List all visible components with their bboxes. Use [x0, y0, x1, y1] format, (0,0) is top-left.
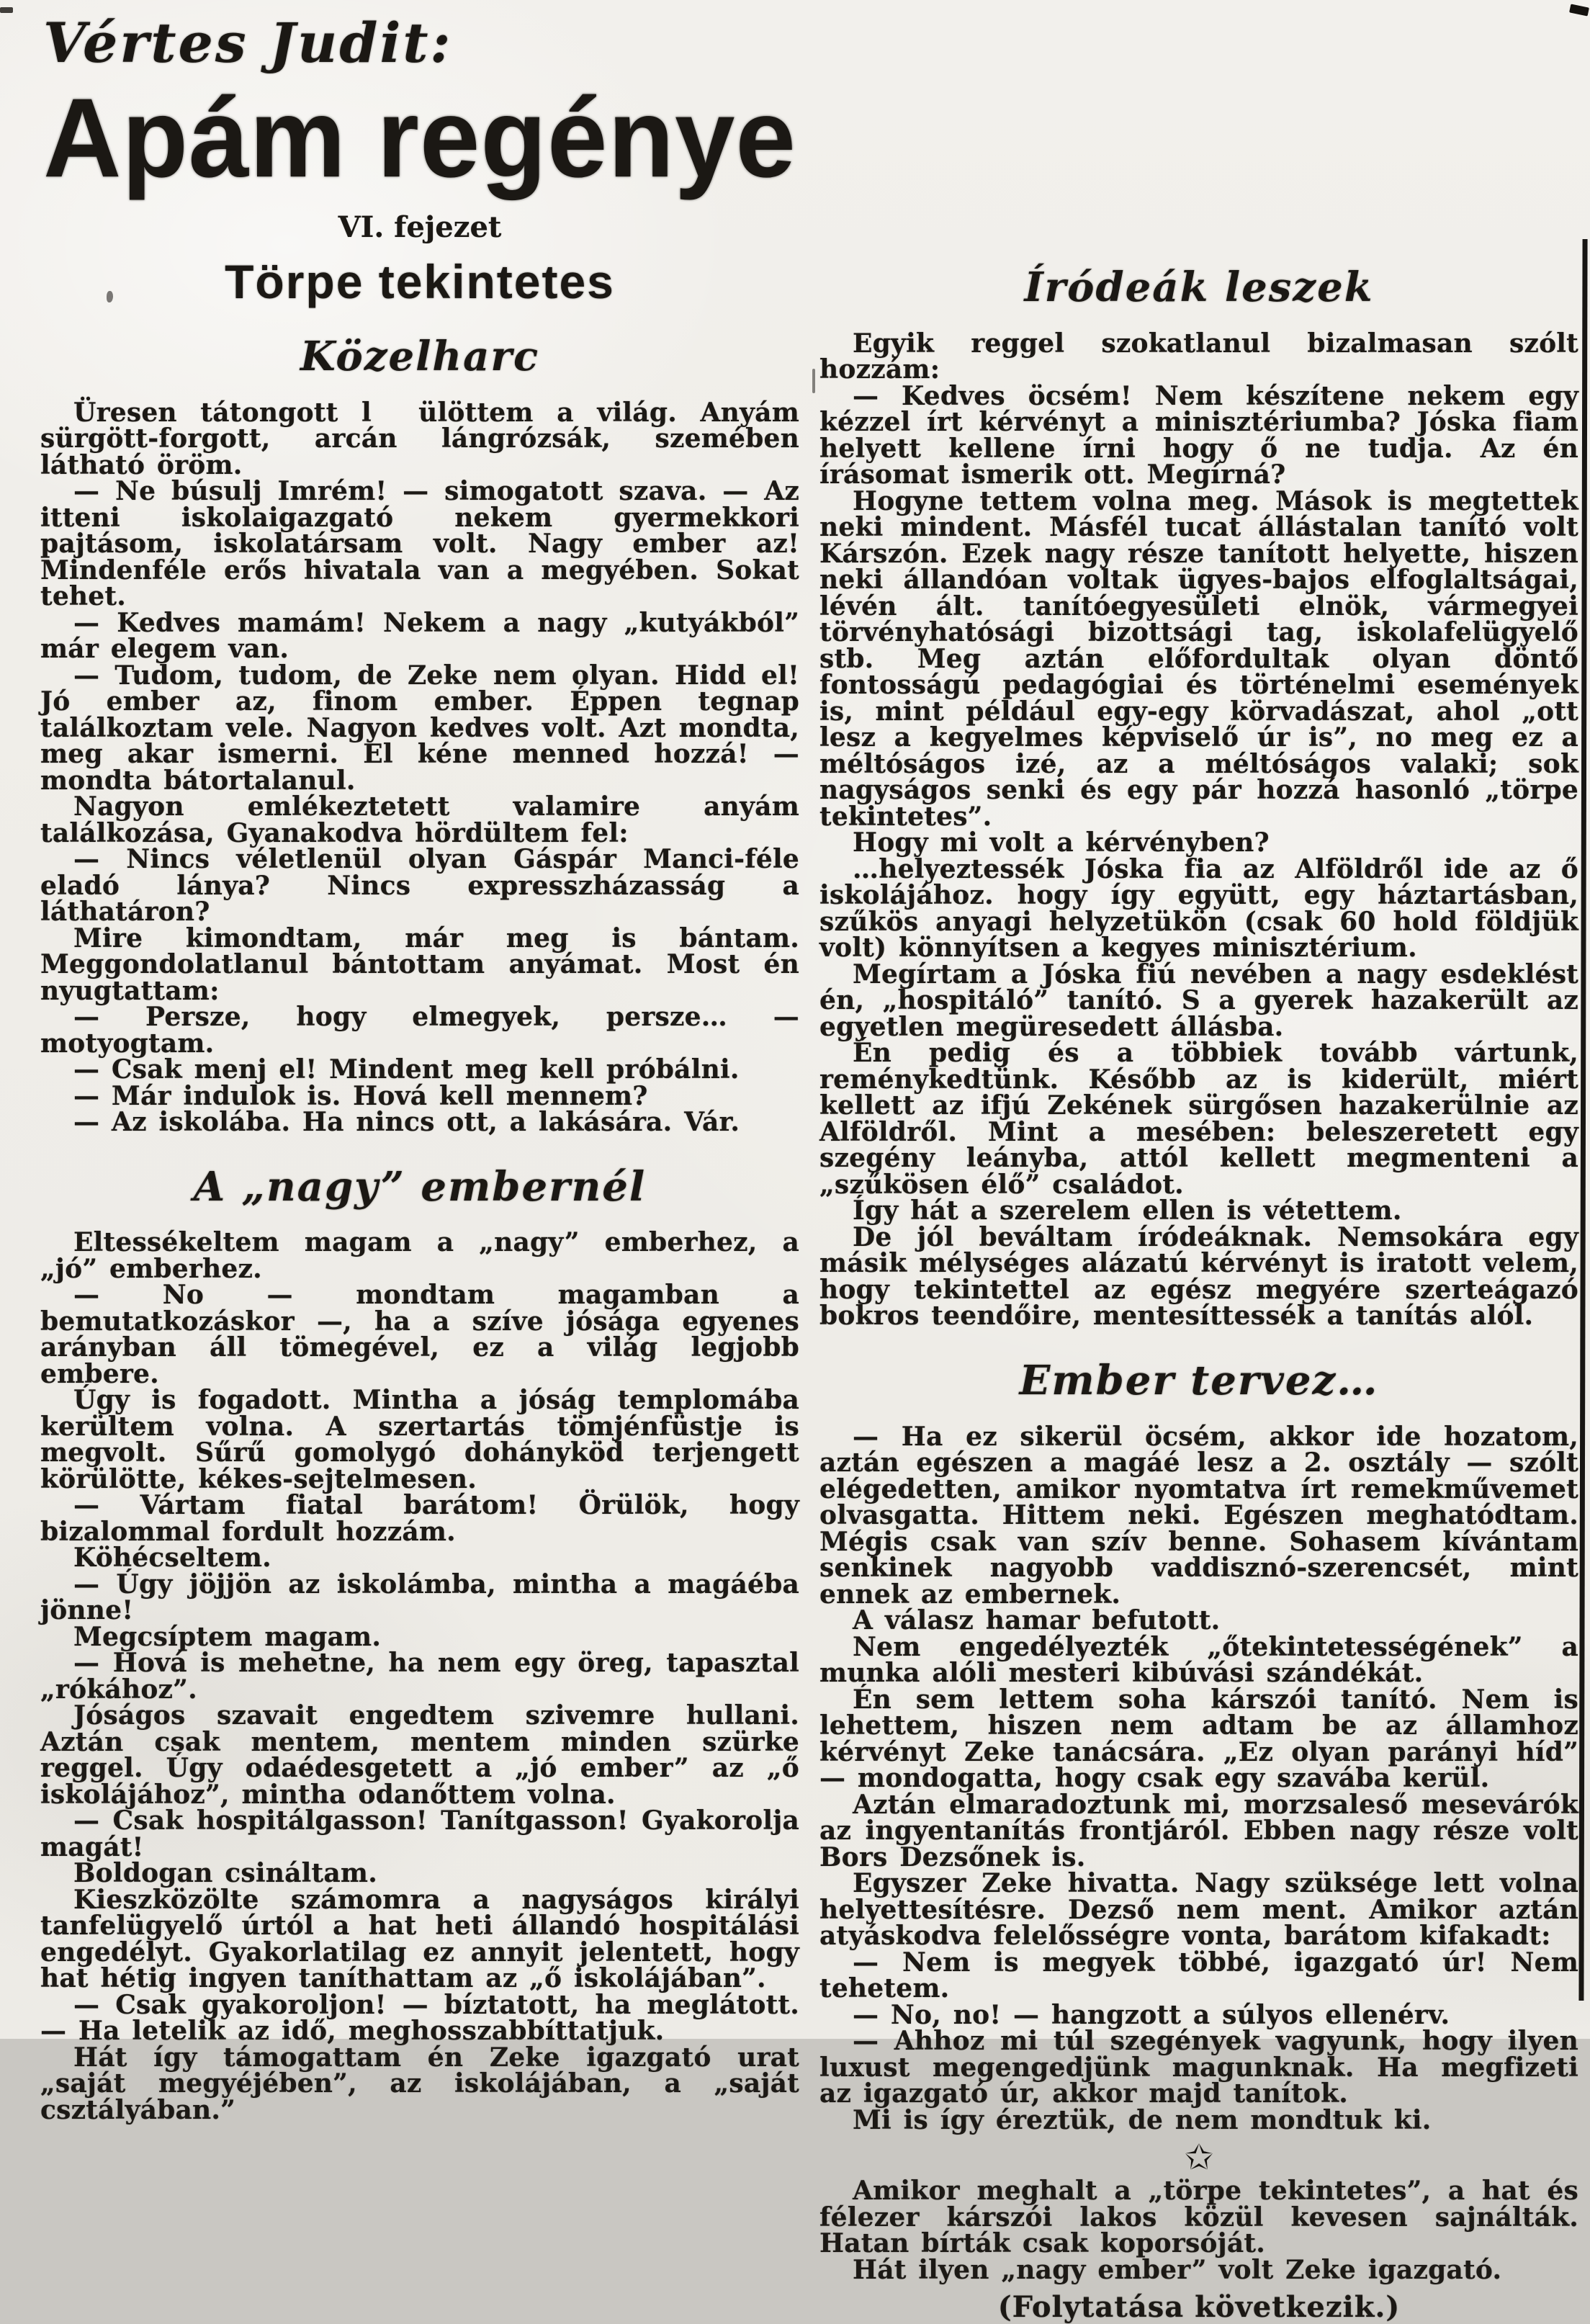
paragraph: — Az iskolába. Ha nincs ott, a lakására. Vár.	[73, 1107, 740, 1138]
paragraph: — No — mondtam magamban a bemutatkozáskor —, ha a szíve jósága egyenes arányban áll tömegével, ez a világ legjobb embere.	[40, 1280, 799, 1389]
chapter-number: VI. fejezet	[338, 210, 502, 244]
paragraph: — Úgy jöjjön az iskolámba, mintha a magáéba jönne!	[40, 1569, 799, 1626]
paragraph: Üresen tátongott l ülöttem a világ. Anyám sürgött-forgott, arcán lángrózsák, szemében látható öröm.	[40, 397, 799, 480]
paragraph: De jól beváltam íródeáknak. Nemsokára egy másik mélységes alázatú kérvényt is iratott velem, hogy tekintettel az egész megyére szerteágazó bokros teendőire, mentesíttessék a tanítás alól.	[819, 1221, 1578, 1332]
paragraph: — Csak gyakoroljon! — bíztatott, ha meglátott. — Ha letelik az idő, meghosszabbíttatjuk.	[40, 1989, 799, 2047]
paragraph: Eltessékeltem magam a „nagy” emberhez, a „jó” emberhez.	[40, 1227, 799, 1284]
article-header	[40, 11, 799, 308]
paragraph: Mi is így éreztük, de nem mondtuk ki.	[853, 2104, 1432, 2135]
paragraph: — No, no! — hangzott a súlyos ellenérv.	[853, 1999, 1450, 2030]
paragraph: — Ne búsulj Imrém! — simogatott szava. — Az itteni iskolaigazgató nekem gyermekkori pajtásom, iskolatársam volt. Nagy ember az! Mindenféle erős hivatala van a megyében. Sokat tehet.	[40, 476, 799, 612]
paragraph: Hogyne tettem volna meg. Mások is megtettek neki mindent. Másfél tucat állástalan tanító volt Kárszón. Ezek nagy része tanított helyette, hiszen neki állandóan voltak ügyes-bajos elfoglaltságai, lévén ált. tanítóegyesületi elnök, vármegyei törvényhatósági bizottsági tag, iskolafelügyelő stb. Meg aztán előfordultak olyan döntő fontosságú pedagógiai és történelmi események is, mint például egy-egy körvadászat, ahol „ott lesz a kegyelmes képviselő úr is”, no meg ez a méltóságos izé, az a méltóságos valaki; sok nagyságos senki és egy pár hozzá hasonló „törpe tekintetes”.	[819, 485, 1578, 832]
author-byline: Vértes Judit:	[43, 11, 453, 75]
paragraph: — Hová is mehetne, ha nem egy öreg, tapasztal „rókához”.	[40, 1648, 799, 1705]
section-heading: Ember tervez…	[1019, 1356, 1379, 1404]
scan-artifact	[812, 369, 815, 393]
paragraph: …helyeztessék Jóska fia az Alföldről ide az ő iskolájához. hogy így együtt, egy háztartásban, szűkös anyagi helyzetükön (csak 60 hold földjük volt) könnyítsen a kegyes minisztérium.	[819, 853, 1578, 964]
paragraph: Hát így támogattam én Zeke igazgató urat „saját megyéjében”, az iskolájában, a „saját csztályában.”	[40, 2042, 799, 2125]
paragraph: — Már indulok is. Hová kell mennem?	[73, 1080, 648, 1111]
paragraph: Úgy is fogadott. Mintha a jóság templomába kerültem volna. A szertartás tömjénfüstje is megvolt. Sűrű gomolygó dohányköd terjengett körülötte, kékes-sejtelmesen.	[40, 1385, 799, 1494]
paragraph: A válasz hamar befutott.	[853, 1605, 1221, 1636]
paragraph: Hát ilyen „nagy ember” volt Zeke igazgató.	[853, 2254, 1502, 2285]
paragraph: Mire kimondtam, már meg is bántam. Meggondolatlanul bántottam anyámat. Most én nyugtattam:	[40, 923, 799, 1006]
paragraph: — Persze, hogy elmegyek, persze… — motyogtam.	[40, 1002, 799, 1059]
paragraph: — Csak menj el! Mindent meg kell próbálni.	[73, 1054, 740, 1085]
star-divider-icon: ✩	[1184, 2137, 1214, 2179]
paragraph: Köhécseltem.	[73, 1543, 271, 1574]
chapter-title: Törpe tekintetes	[225, 254, 615, 308]
paragraph: Egyszer Zeke hivatta. Nagy szüksége lett volna helyettesítésre. Dezső nem ment. Amikor aztán atyáskodva felelősségre vonta, barátom kifakadt:	[819, 1868, 1578, 1952]
section-kozelharc	[40, 332, 799, 1138]
paragraph: Jóságos szavait engedtem szivemre hullani. Aztán csak mentem, mentem minden szürke reggel. Úgy odaédesgetett a „jó ember” az „ő iskolájához”, mintha odanőttem volna.	[40, 1700, 799, 1810]
section-heading: Közelharc	[300, 332, 540, 380]
paragraph: Én pedig és a többiek tovább vártunk, reménykedtünk. Később az is kiderült, miért kellett az ifjú Zekének sürgősen hazakerülnie az Alföldről. Mint a mesében: beleszeretett egy szegény leányba, attól kellett megmenteni a „szűkösen élő” családot.	[819, 1038, 1578, 1200]
paragraph: Nagyon emlékeztetett valamire anyám találkozása, Gyanakodva hördültem fel:	[40, 791, 799, 848]
paragraph: Nem engedélyezték „őtekintetességének” a munka alóli mesteri kibúvási szándékát.	[819, 1631, 1578, 1689]
paragraph: — Nincs véletlenül olyan Gáspár Manci-féle eladó lánya? Nincs expresszházasság a láthatáron?	[40, 844, 799, 928]
section-ember-tervez	[819, 1356, 1578, 2285]
left-column	[40, 11, 799, 2125]
paragraph: — Kedves öcsém! Nem készítene nekem egy kézzel írt kérvényt a minisztériumba? Jóska fiam helyett kellene írni hogy ő ne tudja. Az én írásomat ismerik ott. Megírná?	[819, 380, 1578, 490]
paragraph: — Ha ez sikerül öcsém, akkor ide hozatom, aztán egészen a magáé lesz a 2. osztály — szólt elégedetten, amikor nyomtatva írt remekművemet olvasgatta. Hittem neki. Egészen meghatódtam. Mégis csak van szív benne. Sohasem kívántam senkinek nagyobb vaddisznó-szerencsét, mint ennek az embernek.	[819, 1421, 1578, 1610]
paragraph: Boldogan csináltam.	[73, 1858, 377, 1889]
paragraph: — Nem is megyek többé, igazgató úr! Nem tehetem.	[819, 1947, 1578, 2004]
paragraph: — Ahhoz mi túl szegények vagyunk, hogy ilyen luxust megengedjünk magunknak. Ha megfizeti az igazgató úr, akkor majd tanítok.	[819, 2026, 1578, 2109]
paragraph: — Tudom, tudom, de Zeke nem olyan. Hidd el! Jó ember az, finom ember. Éppen tegnap találkoztam vele. Nagyon kedves volt. Azt mondta, meg akar ismerni. El kéne menned hozzá! — mondta bátortalanul.	[40, 660, 799, 796]
paragraph: Hogy mi volt a kérvényben?	[853, 827, 1270, 858]
section-heading: A „nagy” embernél	[193, 1162, 647, 1211]
paragraph: Kieszközölte számomra a nagyságos királyi tanfelügyelő úrtól a hat heti állandó hospitálási engedélyt. Gyakorlatilag ez annyit jelentett, hogy hat hétig ingyen taníthattam az „ő iskolájában”.	[40, 1884, 799, 1994]
paragraph: Megcsíptem magam.	[73, 1621, 382, 1652]
paragraph: Így hát a szerelem ellen is vétettem.	[853, 1195, 1402, 1226]
section-heading: Íródeák leszek	[1024, 264, 1374, 311]
section-irodeak-leszek	[819, 264, 1578, 1332]
scan-artifact	[1569, 4, 1589, 16]
paragraph: — Csak hospitálgasson! Tanítgasson! Gyakorolja magát!	[40, 1805, 799, 1862]
paragraph: — Kedves mamám! Nekem a nagy „kutyákból” már elegem van.	[40, 607, 799, 665]
article-title: Apám regénye	[43, 74, 796, 201]
column-rule	[1578, 239, 1587, 2001]
paragraph: Aztán elmaradoztunk mi, morzsaleső mesevárók az ingyentanítás frontjáról. Ebben nagy része volt Bors Dezsőnek is.	[819, 1789, 1578, 1872]
right-column	[819, 236, 1578, 2323]
paragraph: Én sem lettem soha kárszói tanító. Nem is lehettem, hiszen nem adtam be az államhoz kérvényt Zeke tanácsára. „Ez olyan parányi híd” — mondogatta, hogy csak egy szavába kerül.	[819, 1684, 1578, 1794]
paragraph: Megírtam a Jóska fiú nevében a nagy esdeklést én, „hospitáló” tanító. S a gyerek hazakerült az egyetlen megüresedett állásba.	[819, 959, 1578, 1042]
continuation-note: (Folytatása következik.)	[997, 2290, 1401, 2324]
paragraph: — Vártam fiatal barátom! Örülök, hogy bizalommal fordult hozzám.	[40, 1490, 799, 1547]
paragraph: Egyik reggel szokatlanul bizalmasan szólt hozzám:	[819, 328, 1578, 385]
scan-artifact	[0, 7, 13, 13]
paragraph: Amikor meghalt a „törpe tekintetes”, a hat és félezer kárszói lakos közül kevesen sajnálták. Hatan bírták csak koporsóját.	[819, 2176, 1578, 2259]
section-a-nagy-embernel	[40, 1162, 799, 2125]
